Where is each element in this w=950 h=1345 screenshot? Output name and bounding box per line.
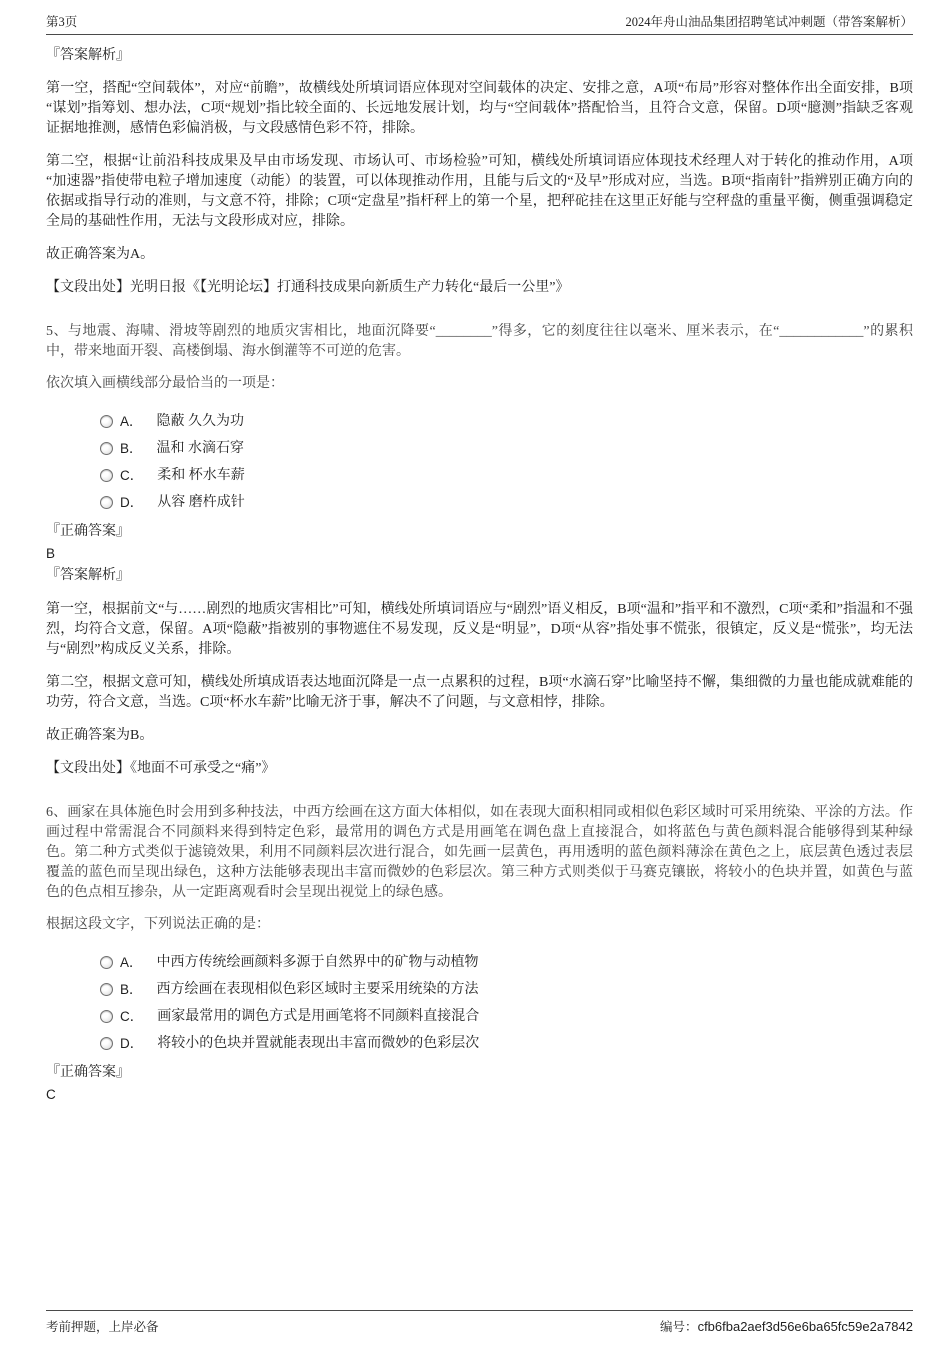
q4-conclusion: 故正确答案为A。 (46, 247, 155, 262)
q5-answer: B (46, 546, 56, 561)
option-letter: C． (120, 1008, 144, 1024)
radio-icon[interactable] (100, 415, 113, 428)
q5-source: 【文段出处】《地面不可承受之“痛”》 (46, 761, 276, 776)
radio-icon[interactable] (100, 496, 113, 509)
q6-answer-label: 『正确答案』 (46, 1065, 130, 1080)
q6-options (100, 949, 913, 1057)
q5-prompt: 依次填入画横线部分最恰当的一项是： (46, 376, 284, 391)
option-text: 画家最常用的调色方式是用画笔将不同颜料直接混合 (157, 1008, 480, 1024)
option-letter: D． (120, 494, 144, 510)
q5-option-a[interactable] (100, 408, 913, 435)
q6-answer: C (46, 1087, 56, 1102)
q6-stem: 6、画家在具体施色时会用到多种技法，中西方绘画在这方面大体相似，如在表现大面积相同或相似色彩区域时可采用统染、平涂的方法。作画过程中常需混合不同颜料来得到特定色彩，最常用的调色方式是用画笔在调色盘上直接混合，如将蓝色与黄色颜料混合能够得到某种绿色。第二种方式类似于滤镜效果，利用不同颜料层次进行混合，如先画一层黄色，再用透明的蓝色颜料薄涂在黄色之上，底层黄色透过表层覆盖的蓝色而呈现出绿色，这种方法能够表现出丰富而微妙的色彩层次。第三种方式则类似于马赛克镶嵌，将较小的色块并置，如黄色与蓝色的色点相互掺杂，从一定距离观看时会呈现出视觉上的绿色感。 (46, 805, 913, 900)
option-text: 将较小的色块并置就能表现出丰富而微妙的色彩层次 (157, 1035, 480, 1051)
footer-code (660, 1317, 913, 1335)
page-header (46, 12, 913, 35)
code-value: cfb6fba2aef3d56e6ba65fc59e2a7842 (697, 1319, 913, 1334)
page-number: 第3页 (46, 15, 78, 29)
radio-icon[interactable] (100, 469, 113, 482)
radio-icon[interactable] (100, 1010, 113, 1023)
q6-option-c[interactable] (100, 1003, 913, 1030)
q5-stem: 5、与地震、海啸、滑坡等剧烈的地质灾害相比，地面沉降要“________”得多，它的刻度往往以毫米、厘米表示，在“____________”的累积中，带来地面开裂、高楼倒塌、海水倒灌等不可逆的危害。 (46, 324, 913, 359)
page-content (46, 46, 913, 1107)
radio-icon[interactable] (100, 956, 113, 969)
option-text: 隐蔽 久久为功 (156, 413, 245, 429)
radio-icon[interactable] (100, 1037, 113, 1050)
q5-analysis-para2: 第二空，根据文意可知，横线处所填成语表达地面沉降是一点一点累积的过程，B项“水滴石穿”比喻坚持不懈，集细微的力量也能成就难能的功劳，符合文意，当选。C项“杯水车薪”比喻无济于事，解决不了问题，与文意相悖，排除。 (46, 675, 913, 710)
q6-prompt: 根据这段文字，下列说法正确的是： (46, 917, 270, 932)
code-label: 编号： (660, 1320, 698, 1334)
q5-option-c[interactable] (100, 462, 913, 489)
document-title: 2024年舟山油品集团招聘笔试冲刺题（带答案解析） (625, 15, 913, 29)
option-letter: A． (120, 954, 143, 970)
option-letter: B． (120, 440, 143, 456)
option-letter: D． (120, 1035, 144, 1051)
q5-option-b[interactable] (100, 435, 913, 462)
q5-conclusion: 故正确答案为B。 (46, 728, 154, 743)
radio-icon[interactable] (100, 442, 113, 455)
option-letter: A． (120, 413, 143, 429)
footer-slogan: 考前押题，上岸必备 (46, 1320, 159, 1334)
q6-option-d[interactable] (100, 1030, 913, 1057)
option-text: 柔和 杯水车薪 (157, 467, 245, 483)
radio-icon[interactable] (100, 983, 113, 996)
option-text: 西方绘画在表现相似色彩区域时主要采用统染的方法 (156, 981, 479, 997)
q5-answer-label: 『正确答案』 (46, 524, 130, 539)
q5-option-d[interactable] (100, 489, 913, 516)
q6-option-b[interactable] (100, 976, 913, 1003)
option-letter: B． (120, 981, 143, 997)
option-letter: C． (120, 467, 144, 483)
q4-analysis-para1: 第一空，搭配“空间载体”，对应“前瞻”，故横线处所填词语应体现对空间载体的决定、安排之意，A项“布局”形容对整体作出全面安排，B项“谋划”指筹划、想办法，C项“规划”指比较全面的、长远地发展计划，均与“空间载体”搭配恰当，且符合文意，保留。D项“臆测”指缺乏客观证据地推测，感情色彩偏消极，与文段感情色彩不符，排除。 (46, 81, 913, 136)
q4-analysis-label: 『答案解析』 (46, 48, 130, 63)
q4-source: 【文段出处】光明日报《【光明论坛】打通科技成果向新质生产力转化“最后一公里”》 (46, 280, 570, 295)
q5-analysis-para1: 第一空，根据前文“与……剧烈的地质灾害相比”可知，横线处所填词语应与“剧烈”语义相反，B项“温和”指平和不激烈，C项“柔和”指温和不强烈，均符合文意，保留。A项“隐蔽”指被别的事物遮住不易发现，反义是“明显”，D项“从容”指处事不慌张，很镇定，反义是“慌张”，均无法与“剧烈”构成反义关系，排除。 (46, 602, 913, 657)
option-text: 从容 磨杵成针 (157, 494, 245, 510)
option-text: 温和 水滴石穿 (156, 440, 245, 456)
q4-analysis-para2: 第二空，根据“让前沿科技成果及早由市场发现、市场认可、市场检验”可知，横线处所填词语应体现技术经理人对于转化的推动作用，A项“加速器”指使带电粒子增加速度（动能）的装置，可以体现推动作用，且能与后文的“及早”形成对应，当选。B项“指南针”指辨别正确方向的依据或指导行动的准则，与文意不符，排除；C项“定盘星”指杆秤上的第一个星，把秤砣挂在这里正好能与空秤盘的重量平衡，侧重强调稳定全局的基础性作用，无法与文段形成对应，排除。 (46, 154, 913, 229)
q5-analysis-label: 『答案解析』 (46, 568, 130, 583)
page-footer (46, 1310, 913, 1335)
option-text: 中西方传统绘画颜料多源于自然界中的矿物与动植物 (156, 954, 479, 970)
q5-options (100, 408, 913, 516)
q6-option-a[interactable] (100, 949, 913, 976)
